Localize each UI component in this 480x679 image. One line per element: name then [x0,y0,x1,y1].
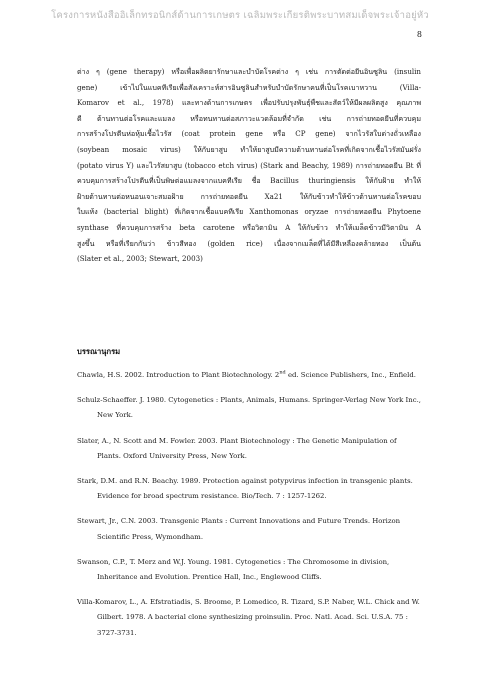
body-line: ควบคุมการสร้างโปรตีนที่เป็นพิษต่อแมลงจากแบคทีเรีย ชื่อ Bacillus thuringiensis ให้กับฝ้าย ทำให้ [77,176,421,186]
body-line: สูงขึ้น หรือที่เรียกกันว่า ข้าวสีทอง (golden rice) เนื่องจากเมล็ดที่ได้มีสีเหลืองคล้ายทอง เป็นต้น [77,238,421,248]
page-number: 8 [416,30,422,39]
reference-text: Stark, D.M. and R.N. Beachy. 1989. Protection against potypvirus infection in transgenic plants. Evidence for broad spectrum resistance. Bio/Tech. 7 : 1257-1262. [77,477,413,501]
reference-text: Swanson, C.P., T. Merz and W.J. Young. 1981. Cytogenetics : The Chromosome in division, Inheritance and Evolution. Prentice Hall, Inc., Englewood Cliffs. [77,557,390,582]
body-line: synthase ที่ควบคุมการสร้าง beta carotene หรือวิตามิน A ให้กับข้าว ทำให้เมล็ดข้าวมีวิตามิน A [77,222,421,232]
body-line: gene) เข้าไปในแบคทีเรียเพื่อสังเคราะห์สารอินซูลินสำหรับบำบัดรักษาคนที่เป็นโรคเบาหวาน (Villa- [77,82,421,92]
reference-item [77,555,421,585]
reference-text: Villa-Komarov, L., A. Efstratiadis, S. Broome, P. Lomedico, R. Tizard, S.P. Naber, W.L. Chick and W. Gilbert. 1978. A bacterial clone synthesizing proinsulin. Proc. Natl. Acad. Sci. U.S.A. 75 : 3727-3731. [77,598,420,637]
reference-superscript: nd [279,369,286,376]
reference-item [77,393,421,423]
body-line: (soybean mosaic virus) ให้กับยาสูบ ทำให้ยาสูบมีความต้านทานต่อโรคที่เกิดจากเชื้อไวรัสมันฝรั่ง [77,144,421,154]
reference-text: Chawla, H.S. 2002. Introduction to Plant Biotechnology. 2 [77,371,280,379]
body-line: ดี ต้านทานต่อโรคและแมลง หรือทนทานต่อสภาวะแวดล้อมที่จำกัด เช่น การถ่ายทอดยีนที่ควบคุม [77,113,421,123]
reference-text: Slater, A., N. Scott and M. Fowler. 2003. Plant Biotechnology : The Genetic Manipulation of Plants. Oxford University Press, New York. [77,436,397,460]
reference-text: Schulz-Schaeffer. J. 1980. Cytogenetics : Plants, Animals, Humans. Springer-Verlag New York Inc., New York. [77,396,421,420]
reference-item [77,514,421,544]
body-line: ฝ้ายต้านทานต่อหนอนเจาะสมอฝ้าย การถ่ายทอดยีน Xa21 ให้กับข้าวทำให้ข้าวต้านทานต่อโรคขอบ [77,191,421,201]
reference-text: Stewart, Jr., C.N. 2003. Transgenic Plants : Current Innovations and Future Trends. Horizon Scientific Press, Wymondham. [77,517,401,541]
body-paragraph [77,64,421,267]
body-line: (potato virus Y) และไวรัสยาสูบ (tobacco etch virus) (Stark and Beachy, 1989) การถ่ายทอดยีน Bt ที่ [77,160,421,170]
body-line: ใบแห้ง (bacterial blight) ที่เกิดจากเชื้อแบคทีเรีย Xanthomonas oryzae การถ่ายทอดยีน Phytoene [77,207,421,217]
reference-item [77,474,421,504]
reference-list [77,368,421,651]
reference-item [77,595,421,641]
body-line: ต่าง ๆ (gene therapy) หรือเพื่อผลิตยารักษาและบำบัดโรคต่าง ๆ เช่น การตัดต่อยีนอินซูลิน (insulin [77,67,421,76]
reference-item [77,434,421,464]
body-line: (Slater et al., 2003; Stewart, 2003) [77,254,203,264]
reference-item [77,368,421,383]
bibliography-heading: บรรณานุกรม [77,347,121,356]
body-line: Komarov et al., 1978) และทางด้านการเกษตร เพื่อปรับปรุงพันธุ์พืชและสัตว์ให้มีผลผลิตสูง คุณภาพ [77,98,421,108]
reference-text-cont: ed. Science Publishers, Inc., Enfield. [285,371,416,379]
body-line: การสร้างโปรตีนห่อหุ้มเชื้อไวรัส (coat protein gene หรือ CP gene) จากไวรัสใบด่างถั่วเหลือง [77,129,421,139]
page-watermark: โครงการหนังสืออิเล็กทรอนิกส์ด้านการเกษตร เฉลิมพระเกียรติพระบาทสมเด็จพระเจ้าอยู่หัว [51,10,429,21]
